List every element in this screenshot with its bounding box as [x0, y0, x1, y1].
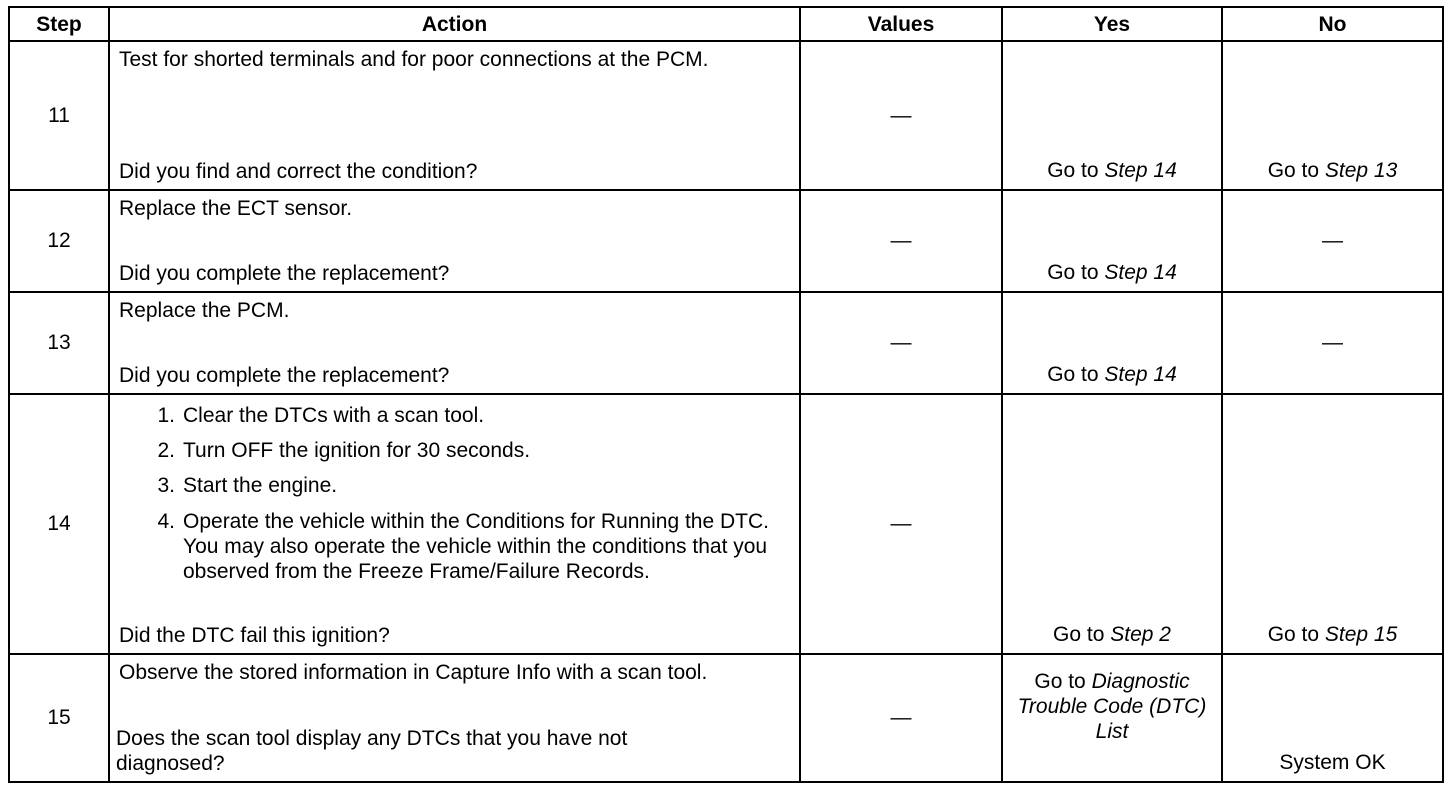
header-row — [9, 7, 1443, 41]
yes-step-link[interactable]: Step 14 — [1104, 159, 1177, 182]
list-item: 1. Clear the DTCs with a scan tool. — [157, 404, 485, 427]
yes-prefix: Go to — [1047, 159, 1105, 182]
header-yes: Yes — [1002, 7, 1222, 41]
action-text: Replace the ECT sensor. — [119, 197, 353, 220]
action-cell — [109, 394, 800, 654]
action-text: Observe the stored information in Capture Info with a scan tool. — [119, 661, 708, 684]
action-cell — [109, 292, 800, 394]
table-row-step-12 — [9, 190, 1443, 292]
action-text: Replace the PCM. — [119, 299, 290, 322]
dtc-list-link[interactable]: Diagnostic Trouble Code (DTC) List — [1017, 670, 1207, 744]
values-cell: — — [800, 654, 1002, 782]
header-step: Step — [9, 7, 109, 41]
yes-cell — [1002, 394, 1222, 654]
no-cell — [1222, 394, 1443, 654]
yes-prefix: Go to — [1053, 623, 1111, 646]
yes-step-link[interactable]: Step 2 — [1110, 623, 1171, 646]
action-question: Did you find and correct the condition? — [119, 159, 478, 183]
no-cell: — — [1222, 190, 1443, 292]
action-question: Did you complete the replacement? — [119, 363, 450, 387]
no-step-link[interactable]: Step 13 — [1324, 159, 1398, 182]
list-item: 3. Start the engine. — [157, 474, 338, 498]
header-values: Values — [800, 7, 1002, 41]
values-cell: — — [800, 394, 1002, 654]
table-row-step-11 — [9, 41, 1443, 190]
no-cell — [1222, 41, 1443, 190]
step-number: 11 — [9, 41, 109, 190]
list-item: 4. Operate the vehicle within the Conditions for Running the DTC. You may also operate the vehicle within the conditions that you observed from the Freeze Frame/Failure Records. — [157, 509, 769, 583]
action-cell — [109, 41, 800, 190]
yes-step-link[interactable]: Step 14 — [1104, 261, 1177, 284]
action-question: Does the scan tool display any DTCs that you have not diagnosed? — [116, 726, 628, 775]
diagnostic-table-page — [8, 6, 1442, 783]
action-question: Did you complete the replacement? — [119, 261, 450, 285]
yes-cell — [1002, 292, 1222, 394]
diagnostic-table — [8, 6, 1444, 783]
step-number: 15 — [9, 654, 109, 782]
action-question: Did the DTC fail this ignition? — [119, 623, 390, 647]
yes-cell — [1002, 41, 1222, 190]
step-number: 14 — [9, 394, 109, 654]
table-row-step-15 — [9, 654, 1443, 782]
action-cell — [109, 190, 800, 292]
header-no: No — [1222, 7, 1443, 41]
yes-cell — [1002, 190, 1222, 292]
list-item: 2. Turn OFF the ignition for 30 seconds. — [157, 439, 531, 463]
table-row-step-14 — [9, 394, 1443, 654]
yes-prefix: Go to — [1034, 670, 1092, 693]
table-row-step-13 — [9, 292, 1443, 394]
step-number: 12 — [9, 190, 109, 292]
no-cell: — — [1222, 292, 1443, 394]
no-step-link[interactable]: Step 15 — [1324, 623, 1398, 646]
procedure-list — [119, 403, 789, 588]
yes-prefix: Go to — [1047, 363, 1105, 386]
values-cell: — — [800, 292, 1002, 394]
no-prefix: Go to — [1267, 159, 1325, 182]
action-cell — [109, 654, 800, 782]
values-cell: — — [800, 190, 1002, 292]
yes-step-link[interactable]: Step 14 — [1104, 363, 1177, 386]
no-cell: System OK — [1222, 654, 1443, 782]
values-cell: — — [800, 41, 1002, 190]
header-action: Action — [109, 7, 800, 41]
step-number: 13 — [9, 292, 109, 394]
no-prefix: Go to — [1267, 623, 1325, 646]
yes-cell — [1002, 654, 1222, 782]
action-text: Test for shorted terminals and for poor connections at the PCM. — [119, 48, 709, 71]
yes-prefix: Go to — [1047, 261, 1105, 284]
